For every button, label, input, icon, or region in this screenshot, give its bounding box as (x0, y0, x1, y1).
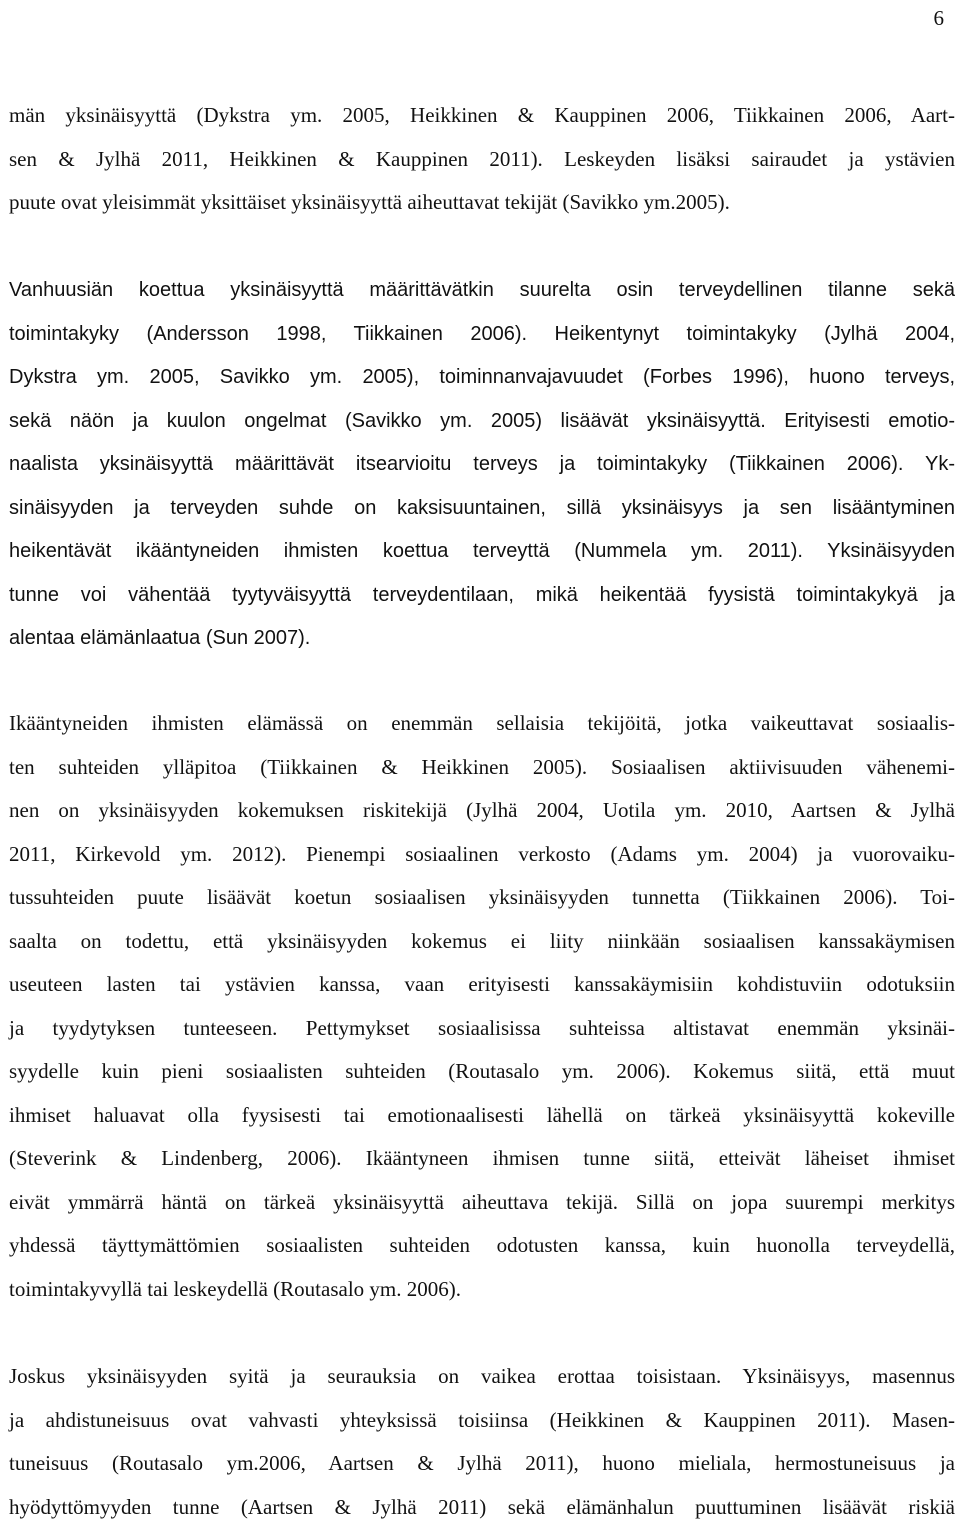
text-line: heikentävät ikääntyneiden ihmisten koettua terveyttä (Nummela ym. 2011). Yksinäisyyden (9, 530, 955, 574)
paragraph-4 (9, 1355, 955, 1529)
text-line: Vanhuusiän koettua yksinäisyyttä määrittävätkin suurelta osin terveydellinen tilanne sekä (9, 269, 955, 313)
text-line: nen on yksinäisyyden kokemuksen riskitekijä (Jylhä 2004, Uotila ym. 2010, Aartsen & Jylhä (9, 789, 955, 833)
text-line: syydelle kuin pieni sosiaalisten suhteiden (Routasalo ym. 2006). Kokemus siitä, että muut (9, 1050, 955, 1094)
text-line: naalista yksinäisyyttä määrittävät itsearvioitu terveys ja toimintakyky (Tiikkainen 2006). Yk- (9, 443, 955, 487)
text-line: män yksinäisyyttä (Dykstra ym. 2005, Heikkinen & Kauppinen 2006, Tiikkainen 2006, Aart- (9, 94, 955, 138)
text-line: ja tyydytyksen tunteeseen. Pettymykset sosiaalisissa suhteissa altistavat enemmän yksinäi- (9, 1007, 955, 1051)
paragraph-1 (9, 94, 955, 225)
text-line: tussuhteiden puute lisäävät koetun sosiaalisen yksinäisyyden tunnetta (Tiikkainen 2006). Toi- (9, 876, 955, 920)
paragraph-3 (9, 702, 955, 1311)
text-line: toimintakyvyllä tai leskeydellä (Routasalo ym. 2006). (9, 1268, 955, 1312)
text-line: sen & Jylhä 2011, Heikkinen & Kauppinen 2011). Leskeyden lisäksi sairaudet ja ystävien (9, 138, 955, 182)
text-line: (Steverink & Lindenberg, 2006). Ikääntyneen ihmisen tunne siitä, etteivät läheiset ihmiset (9, 1137, 955, 1181)
text-line: 2011, Kirkevold ym. 2012). Pienempi sosiaalinen verkosto (Adams ym. 2004) ja vuorovaiku- (9, 833, 955, 877)
text-line: Ikääntyneiden ihmisten elämässä on enemmän sellaisia tekijöitä, jotka vaikeuttavat sosiaalis- (9, 702, 955, 746)
text-line: sekä näön ja kuulon ongelmat (Savikko ym. 2005) lisäävät yksinäisyyttä. Erityisesti emotio- (9, 400, 955, 444)
text-line: Joskus yksinäisyyden syitä ja seurauksia on vaikea erottaa toisistaan. Yksinäisyys, masennus (9, 1355, 955, 1399)
text-line: puute ovat yleisimmät yksittäiset yksinäisyyttä aiheuttavat tekijät (Savikko ym.2005). (9, 181, 955, 225)
text-line: eivät ymmärrä häntä on tärkeä yksinäisyyttä aiheuttava tekijä. Sillä on jopa suurempi merkitys (9, 1181, 955, 1225)
page-number: 6 (934, 4, 945, 32)
text-line: tuneisuus (Routasalo ym.2006, Aartsen & Jylhä 2011), huono mieliala, hermostuneisuus ja (9, 1442, 955, 1486)
text-line: saalta on todettu, että yksinäisyyden kokemus ei liity niinkään sosiaalisen kanssakäymisen (9, 920, 955, 964)
text-line: yhdessä täyttymättömien sosiaalisten suhteiden odotusten kanssa, kuin huonolla terveydellä, (9, 1224, 955, 1268)
paragraph-2 (9, 269, 955, 661)
text-line: ihmiset haluavat olla fyysisesti tai emotionaalisesti lähellä on tärkeä yksinäisyyttä kokeville (9, 1094, 955, 1138)
text-line: Dykstra ym. 2005, Savikko ym. 2005), toiminnanvajavuudet (Forbes 1996), huono terveys, (9, 356, 955, 400)
text-line: toimintakyky (Andersson 1998, Tiikkainen 2006). Heikentynyt toimintakyky (Jylhä 2004, (9, 313, 955, 357)
text-line: ja ahdistuneisuus ovat vahvasti yhteyksissä toisiinsa (Heikkinen & Kauppinen 2011). Masen- (9, 1399, 955, 1443)
text-line: ten suhteiden ylläpitoa (Tiikkainen & Heikkinen 2005). Sosiaalisen aktiivisuuden vähenemi- (9, 746, 955, 790)
text-line: alentaa elämänlaatua (Sun 2007). (9, 617, 955, 661)
text-line: useuteen lasten tai ystävien kanssa, vaan erityisesti kanssakäymisiin kohdistuviin odotuksiin (9, 963, 955, 1007)
text-line: sinäisyyden ja terveyden suhde on kaksisuuntainen, sillä yksinäisyys ja sen lisääntyminen (9, 487, 955, 531)
text-line: tunne voi vähentää tyytyväisyyttä terveydentilaan, mikä heikentää fyysistä toimintakykyä ja (9, 574, 955, 618)
text-line: hyödyttömyyden tunne (Aartsen & Jylhä 2011) sekä elämänhalun puuttuminen lisäävät riskiä (9, 1486, 955, 1529)
